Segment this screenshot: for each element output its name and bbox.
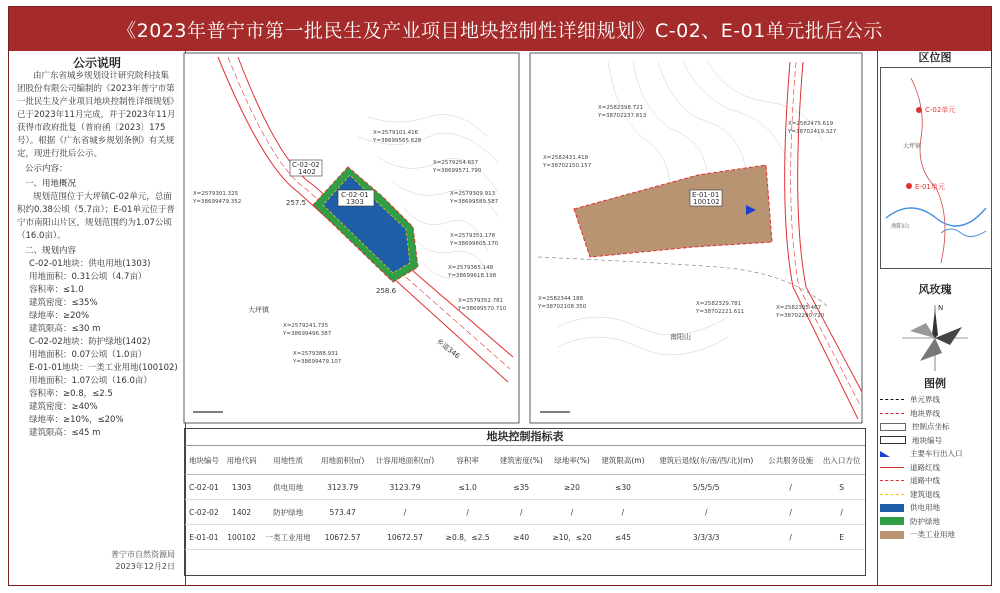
- svg-text:Y=38699479.107: Y=38699479.107: [293, 359, 342, 365]
- legend-item-control-point: 控制点坐标: [880, 420, 990, 434]
- table-header-cell: 用地代码: [223, 446, 261, 475]
- page-title: 《2023年普宁市第一批民生及产业项目地块控制性详细规划》C-02、E-01单元批后公示: [9, 7, 991, 51]
- table-cell: 1303: [223, 475, 261, 500]
- wind-rose-north: N: [938, 304, 944, 312]
- table-cell: ≤30: [596, 475, 649, 500]
- side-panel: [877, 51, 992, 585]
- svg-text:X=2579254.657: X=2579254.657: [433, 160, 479, 166]
- table-cell: 3/3/3/3: [650, 525, 763, 550]
- svg-text:Y=38702108.350: Y=38702108.350: [538, 304, 587, 310]
- svg-text:X=2582398.721: X=2582398.721: [598, 105, 644, 111]
- table-cell: ≥10，≤20: [548, 525, 597, 550]
- map-area: [178, 47, 867, 427]
- legend-item-road-centerline: 道路中线: [880, 474, 990, 488]
- table-cell: /: [369, 500, 440, 525]
- table-grid: [185, 446, 865, 550]
- parcel-c02-01-use: 1303: [346, 198, 364, 206]
- legend-item-road-redline: 道路红线: [880, 461, 990, 475]
- svg-text:Y=38702221.611: Y=38702221.611: [696, 309, 745, 315]
- notice-item: C-02-02地块：防护绿地(1402): [29, 337, 151, 347]
- table-header-cell: 用地面积(㎡): [316, 446, 369, 475]
- legend-item-unit-boundary: 单元界线: [880, 393, 990, 407]
- legend-item-setback: 建筑退线: [880, 488, 990, 502]
- table-cell: E: [818, 525, 865, 550]
- table-body: [185, 475, 865, 550]
- location-label-e01: E-01单元: [915, 183, 945, 191]
- notice-section-1: 一、用地概况: [25, 179, 77, 189]
- table-cell: 5/5/5/5: [650, 475, 763, 500]
- control-index-table: [184, 428, 866, 576]
- table-header-cell: 地块编号: [185, 446, 223, 475]
- table-header-cell: 出入口方位: [818, 446, 865, 475]
- legend-item-industrial-land: 一类工业用地: [880, 528, 990, 542]
- notice-item: 建筑限高：≤45 m: [29, 428, 101, 438]
- table-cell: /: [548, 500, 597, 525]
- svg-text:X=2582305.467: X=2582305.467: [776, 305, 822, 311]
- table-header-row: [185, 446, 865, 475]
- notice-items: [9, 258, 185, 440]
- legend-item-power-land: 供电用地: [880, 501, 990, 515]
- notice-item: 用地面积：1.07公顷（16.0亩）: [29, 376, 152, 386]
- table-header-cell: 建筑后退线(东/南/西/北)(m): [650, 446, 763, 475]
- svg-text:Y=38702290.720: Y=38702290.720: [776, 313, 825, 319]
- table-header-cell: 建筑密度(%): [495, 446, 548, 475]
- left-road-label: 乡道346: [434, 337, 462, 361]
- table-cell: /: [596, 500, 649, 525]
- notice-item: 用地面积：0.31公顷（4.7亩）: [29, 272, 147, 282]
- e01-marker: [906, 183, 912, 189]
- table-cell: 3123.79: [316, 475, 369, 500]
- north-arrow: [932, 309, 938, 338]
- notice-content-label: 公示内容：: [25, 164, 68, 174]
- table-title: 地块控制指标表: [185, 429, 865, 446]
- notice-item: 建筑密度：≥40%: [29, 402, 98, 412]
- table-cell: 100102: [223, 525, 261, 550]
- elevation-1: 257.5: [286, 199, 307, 207]
- location-label-c02: C-02单元: [925, 106, 956, 114]
- signature-org: 普宁市自然资源局: [111, 550, 175, 559]
- table-cell: 防护绿地: [260, 500, 315, 525]
- location-town-1: 大坪镇: [903, 143, 922, 150]
- notice-item: 绿地率：≥10%，≤20%: [29, 415, 124, 425]
- wind-rose-svg: [898, 301, 972, 375]
- legend-item-parcel-code: 地块编号: [880, 434, 990, 448]
- table-cell: ≤35: [495, 475, 548, 500]
- location-title: 区位图: [918, 51, 952, 64]
- notice-item: E-01-01地块：一类工业用地(100102): [29, 363, 178, 373]
- table-row: [185, 500, 865, 525]
- table-cell: 573.47: [316, 500, 369, 525]
- legend-item-entrance: 主要车行出入口: [880, 447, 990, 461]
- notice-item: 容积率：≥0.8，≤2.5: [29, 389, 113, 399]
- table-cell: ≤45: [596, 525, 649, 550]
- table-header-cell: 用地性质: [260, 446, 315, 475]
- left-area-label: 大坪镇: [248, 306, 269, 314]
- map-svg: [178, 47, 867, 427]
- table-header-cell: 建筑限高(m): [596, 446, 649, 475]
- wind-rose-title: 风玫瑰: [918, 283, 952, 296]
- svg-text:Y=38699479.352: Y=38699479.352: [193, 199, 242, 205]
- table-cell: 10672.57: [316, 525, 369, 550]
- notice-item: 用地面积：0.07公顷（1.0亩）: [29, 350, 147, 360]
- notice-item: 容积率：≤1.0: [29, 285, 84, 295]
- legend: [880, 393, 990, 542]
- svg-text:Y=38699565.628: Y=38699565.628: [373, 138, 422, 144]
- table-cell: 1402: [223, 500, 261, 525]
- location-town-2: 南阳山: [891, 223, 910, 230]
- notice-section-2: 二、规划内容: [25, 246, 77, 256]
- table-cell: C-02-01: [185, 475, 223, 500]
- table-row: [185, 475, 865, 500]
- svg-text:Y=38699571.790: Y=38699571.790: [433, 168, 482, 174]
- svg-text:X=2579365.148: X=2579365.148: [448, 265, 494, 271]
- location-map: [880, 67, 992, 269]
- svg-text:X=2582344.188: X=2582344.188: [538, 296, 584, 302]
- right-area-label: 南阳山: [670, 333, 691, 341]
- notice-item: 建筑限高：≤30 m: [29, 324, 101, 334]
- table-cell: /: [818, 500, 865, 525]
- svg-text:X=2582431.418: X=2582431.418: [543, 155, 589, 161]
- parcel-c02-02-use: 1402: [298, 168, 316, 176]
- table-cell: /: [441, 500, 495, 525]
- table-cell: /: [763, 475, 818, 500]
- svg-text:Y=38702419.327: Y=38702419.327: [788, 129, 837, 135]
- parcel-e01-01-code: E-01-01: [692, 191, 720, 199]
- parcel-c02-02-code: C-02-02: [292, 161, 320, 169]
- table-cell: E-01-01: [185, 525, 223, 550]
- svg-text:Y=38702150.157: Y=38702150.157: [543, 163, 592, 169]
- table-cell: /: [763, 525, 818, 550]
- notice-heading: 公示说明: [72, 56, 121, 70]
- notice-panel: [9, 51, 186, 585]
- table-cell: ≥20: [548, 475, 597, 500]
- location-map-svg: [881, 68, 991, 268]
- table-cell: C-02-02: [185, 500, 223, 525]
- svg-text:Y=38702237.813: Y=38702237.813: [598, 113, 647, 119]
- signature-date: 2023年12月2日: [115, 562, 175, 571]
- table-cell: ≥40: [495, 525, 548, 550]
- table-cell: 10672.57: [369, 525, 440, 550]
- table-cell: /: [763, 500, 818, 525]
- legend-item-green-buffer: 防护绿地: [880, 515, 990, 529]
- legend-item-parcel-boundary: 地块界线: [880, 407, 990, 421]
- wind-rose: [898, 301, 972, 375]
- svg-text:X=2582329.781: X=2582329.781: [696, 301, 742, 307]
- notice-item: 建筑密度：≤35%: [29, 298, 98, 308]
- table-header-cell: 公共服务设施: [763, 446, 818, 475]
- table-header-cell: 容积率: [441, 446, 495, 475]
- parcel-c02-01-code: C-02-01: [341, 191, 369, 199]
- elevation-2: 258.6: [376, 287, 397, 295]
- svg-text:Y=38699496.387: Y=38699496.387: [283, 331, 332, 337]
- table-header-cell: 绿地率(%): [548, 446, 597, 475]
- notice-paragraph: 由广东省城乡规划设计研究院科技集团股份有限公司编制的《2023年普宁市第一批民生及产业项目地块控制性详细规划》已于2023年11月完成，并于2023年11月获得市政府批复（普府函〔2023〕175号）。根据《广东省城乡规划条例》有关规定，现进行批后公示。: [17, 71, 176, 159]
- table-cell: ≤1.0: [441, 475, 495, 500]
- table-cell: 供电用地: [260, 475, 315, 500]
- svg-text:Y=38699589.587: Y=38699589.587: [450, 199, 499, 205]
- parcel-e01-01-use: 100102: [693, 198, 720, 206]
- notice-item: 绿地率：≥20%: [29, 311, 90, 321]
- svg-text:X=2579352.781: X=2579352.781: [458, 298, 504, 304]
- svg-text:X=2579309.913: X=2579309.913: [450, 191, 496, 197]
- table-cell: /: [650, 500, 763, 525]
- svg-text:X=2579301.325: X=2579301.325: [193, 191, 239, 197]
- notice-item: C-02-01地块：供电用地(1303): [29, 259, 151, 269]
- notice-section-1-text: 规划范围位于大坪镇C-02单元，总面积约0.38公顷（5.7亩）；E-01单元位于普宁市南阳山片区，规划范围约为1.07公顷（16.0亩）。: [17, 192, 175, 241]
- table-cell: S: [818, 475, 865, 500]
- table-header-cell: 计容用地面积(㎡): [369, 446, 440, 475]
- c02-marker: [916, 107, 922, 113]
- table-cell: 一类工业用地: [260, 525, 315, 550]
- table-cell: 3123.79: [369, 475, 440, 500]
- svg-text:X=2579351.178: X=2579351.178: [450, 233, 496, 239]
- svg-text:Y=38699618.198: Y=38699618.198: [448, 273, 497, 279]
- table-row: [185, 525, 865, 550]
- svg-text:Y=38699605.170: Y=38699605.170: [450, 241, 499, 247]
- svg-text:Y=38699570.710: Y=38699570.710: [458, 306, 507, 312]
- svg-text:X=2579101.416: X=2579101.416: [373, 130, 419, 136]
- svg-text:X=2579388.931: X=2579388.931: [293, 351, 339, 357]
- svg-text:X=2582475.619: X=2582475.619: [788, 121, 834, 127]
- svg-text:X=2579241.735: X=2579241.735: [283, 323, 329, 329]
- table-cell: /: [495, 500, 548, 525]
- legend-title: 图例: [924, 377, 946, 390]
- notice-signature: [111, 549, 175, 573]
- table-cell: ≥0.8，≤2.5: [441, 525, 495, 550]
